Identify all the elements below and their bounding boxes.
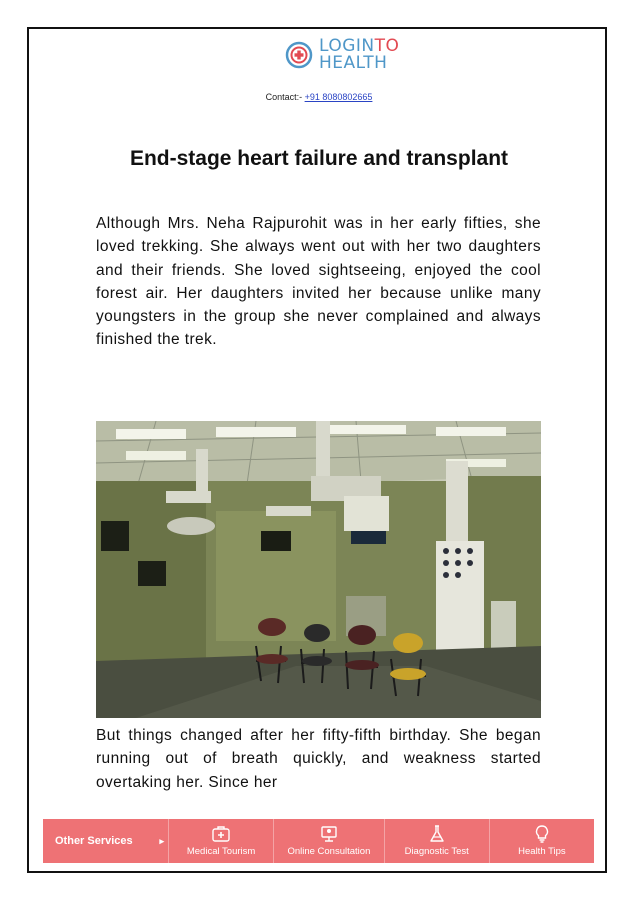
medical-kit-icon [211, 825, 231, 843]
flask-icon [427, 825, 447, 843]
contact-line [0, 92, 638, 102]
service-label: Diagnostic Test [404, 846, 469, 857]
online-consultation-icon [319, 825, 339, 843]
service-health-tips[interactable] [489, 819, 594, 863]
contact-label: Contact:- [265, 92, 305, 102]
service-medical-tourism[interactable] [168, 819, 273, 863]
logo-text-login: LOGIN [319, 36, 375, 56]
logo-text-to: TO [374, 36, 400, 56]
article-paragraph-2: But things changed after her fifty-fifth birthday. She began running out of breath quickly, and weakness started overtaking her. Since her [96, 727, 541, 791]
service-online-consultation[interactable] [273, 819, 383, 863]
article-paragraph-1: Although Mrs. Neha Rajpurohit was in her early fifties, she loved trekking. She always went out with her two daughters and their friends. She loved sightseeing, enjoyed the cool forest air. Her daughters invited her because unlike many youngsters in the group she never complained and always finished the trek. [96, 215, 541, 349]
logo-cross-icon [285, 41, 313, 69]
other-services-bar [43, 819, 594, 863]
logo [285, 38, 399, 72]
contact-phone-link[interactable]: +91 8080802665 [304, 92, 373, 102]
service-label: Health Tips [518, 846, 566, 857]
article-title: End-stage heart failure and transplant [129, 147, 509, 170]
logo-text-health: HEALTH [319, 53, 388, 73]
service-label: Online Consultation [287, 846, 371, 857]
chevron-right-icon: ▸ [159, 835, 164, 846]
service-diagnostic-test[interactable] [384, 819, 489, 863]
service-label: Medical Tourism [186, 846, 256, 857]
operating-room-photo [96, 421, 541, 718]
lightbulb-icon [532, 825, 552, 843]
other-services-label: Other Services ▸ [55, 835, 164, 847]
